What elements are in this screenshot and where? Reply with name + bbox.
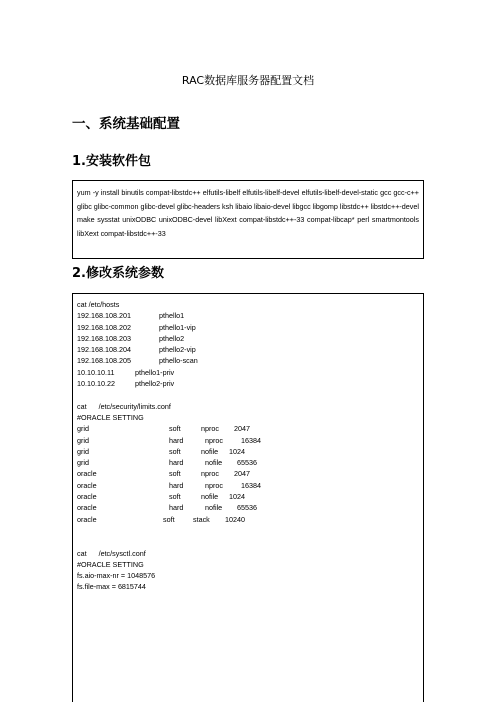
limits-entry — [77, 423, 419, 434]
blank-line — [77, 536, 419, 547]
limit-type: soft — [169, 424, 181, 434]
hosts-entry — [77, 344, 419, 355]
system-params-box — [72, 293, 424, 702]
limit-value: 65536 — [237, 458, 257, 468]
subsection-heading-install-packages: 1.安装软件包 — [72, 154, 151, 169]
limit-item: nofile — [201, 446, 219, 456]
host-name: pthello-scan — [159, 356, 198, 366]
sysctl-command: cat /etc/sysctl.conf — [77, 548, 146, 558]
limit-type: hard — [169, 480, 184, 490]
limits-entry — [77, 514, 419, 525]
limit-user: grid — [77, 446, 89, 456]
install-command-text: yum -y install binutils compat-libstdc++ elfutils-libelf elfutils-libelf-devel elfutils-libelf-devel-static gcc gcc-c++ glibc glibc-common glibc-devel glibc-headers ksh libaio libaio-devel libgcc libgomp libstdc++ libstdc++-devel make sysstat unixODBC unixODBC-devel libXext compat-libstdc++-33 compat-libcap* perl smartmontools libXext compat-libstdc++-33 — [77, 188, 419, 238]
limits-entry — [77, 457, 419, 468]
limit-user: grid — [77, 424, 89, 434]
hosts-entry — [77, 322, 419, 333]
limit-value: 16384 — [241, 435, 261, 445]
limits-entry — [77, 468, 419, 479]
limits-entry — [77, 491, 419, 502]
host-ip: 192.168.108.204 — [77, 345, 131, 355]
document-title: RAC数据库服务器配置文档 — [181, 74, 315, 87]
install-command-box — [72, 180, 424, 259]
blank-line — [77, 389, 419, 400]
limit-value: 65536 — [237, 503, 257, 513]
limit-value: 2047 — [234, 424, 250, 434]
limit-item: nproc — [205, 480, 223, 490]
host-name: pthello2-priv — [135, 379, 175, 389]
limit-type: hard — [169, 503, 184, 513]
limit-type: soft — [169, 469, 181, 479]
sysctl-entry: fs.aio-max-nr = 1048576 — [77, 571, 156, 581]
limit-item: stack — [193, 514, 210, 524]
host-ip: 192.168.108.202 — [77, 322, 131, 332]
host-name: pthello1 — [159, 311, 185, 321]
limit-type: hard — [169, 435, 184, 445]
limit-item: nofile — [205, 458, 223, 468]
limit-value: 1024 — [229, 492, 245, 502]
hosts-entry — [77, 378, 419, 389]
host-name: pthello2-vip — [159, 345, 196, 355]
blank-line — [77, 525, 419, 536]
limit-value: 2047 — [234, 469, 250, 479]
limit-item: nproc — [201, 469, 219, 479]
limits-entry — [77, 480, 419, 491]
limit-user: grid — [77, 458, 89, 468]
sysctl-comment: #ORACLE SETTING — [77, 559, 144, 569]
host-ip: 192.168.108.205 — [77, 356, 131, 366]
limits-command: cat /etc/security/limits.conf — [77, 401, 171, 411]
hosts-entry — [77, 310, 419, 321]
host-name: pthello1-priv — [135, 367, 175, 377]
limits-entry — [77, 502, 419, 513]
limit-user: oracle — [77, 480, 97, 490]
limit-item: nofile — [201, 492, 219, 502]
hosts-command: cat /etc/hosts — [77, 300, 120, 309]
limit-type: soft — [169, 446, 181, 456]
sysctl-entry: fs.file-max = 6815744 — [77, 582, 146, 592]
section-heading-system-config: 一、系统基础配置 — [72, 116, 180, 132]
limits-entry — [77, 446, 419, 457]
limit-user: grid — [77, 435, 89, 445]
limits-entry — [77, 435, 419, 446]
hosts-entry — [77, 355, 419, 366]
host-ip: 192.168.108.203 — [77, 333, 131, 343]
host-name: pthello2 — [159, 333, 185, 343]
limit-value: 1024 — [229, 446, 245, 456]
limit-item: nproc — [201, 424, 219, 434]
limit-user: oracle — [77, 514, 97, 524]
limits-comment: #ORACLE SETTING — [77, 412, 144, 422]
limit-value: 16384 — [241, 480, 261, 490]
host-ip: 192.168.108.201 — [77, 311, 131, 321]
hosts-entry — [77, 367, 419, 378]
limit-user: oracle — [77, 503, 97, 513]
host-ip: 10.10.10.11 — [77, 367, 115, 377]
limit-item: nproc — [205, 435, 223, 445]
hosts-entry — [77, 333, 419, 344]
host-name: pthello1-vip — [159, 322, 196, 332]
limit-value: 10240 — [225, 514, 245, 524]
limit-type: hard — [169, 458, 184, 468]
limit-type: soft — [169, 492, 181, 502]
limit-user: oracle — [77, 492, 97, 502]
limit-type: soft — [163, 514, 175, 524]
limit-user: oracle — [77, 469, 97, 479]
limit-item: nofile — [205, 503, 223, 513]
subsection-heading-system-params: 2.修改系统参数 — [72, 266, 164, 281]
host-ip: 10.10.10.22 — [77, 379, 115, 389]
